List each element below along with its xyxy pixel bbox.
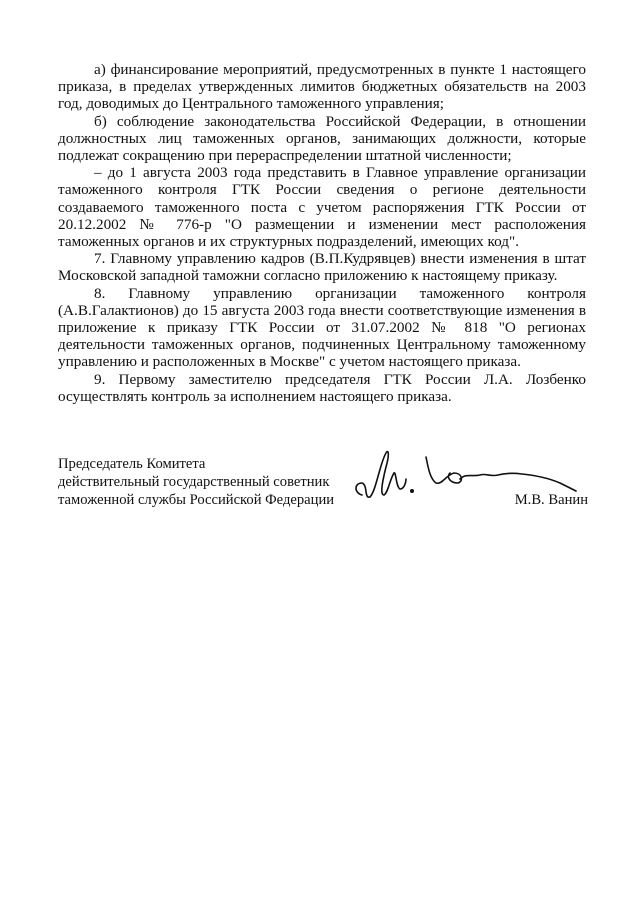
signatory-title-line: Председатель Комитета xyxy=(58,456,206,472)
paragraph-a: а) финансирование мероприятий, предусмотренных в пункте 1 настоящего приказа, в пределах утвержденных лимитов бюджетных обязательств на 2003 год, доводимых до Центрального таможенного управления; xyxy=(58,61,586,113)
paragraph-7: 7. Главному управлению кадров (В.П.Кудрявцев) внести изменения в штат Московской западной таможни согласно приложению к настоящему приказу. xyxy=(58,250,586,285)
paragraph-b: б) соблюдение законодательства Российской Федерации, в отношении должностных лиц таможенных органов, занимающих должности, которые подлежат сокращению при перераспределении штатной численности; xyxy=(58,112,586,165)
paragraph-dash: – до 1 августа 2003 года представить в Главное управление организации таможенного контроля ГТК России сведения о регионе деятельности создаваемого таможенного поста с учетом распоряжения ГТК России от 20.12.2002 № 776-р "О размещении и изменении мест расположения таможенных органов и их структурных подразделений, имеющих код". xyxy=(58,164,586,251)
signatory-title-line: действительный государственный советник xyxy=(58,474,330,490)
signatory-name: М.В. Ванин xyxy=(514,492,588,508)
signatory-title xyxy=(58,455,334,509)
paragraph-8: 8. Главному управлению организации таможенного контроля (А.В.Галактионов) до 15 августа 2003 года внести соответствующие изменения в приложение к приказу ГТК России от 31.07.2002 № 818 "О регионах деятельности таможенных органов, подчиненных Центральному таможенному управлению и расположенных в Москве" с учетом настоящего приказа. xyxy=(58,284,586,371)
signature-block xyxy=(58,455,588,515)
paragraph-9: 9. Первому заместителю председателя ГТК России Л.А. Лозбенко осуществлять контроль за исполнением настоящего приказа. xyxy=(58,370,586,405)
signatory-title-line: таможенной службы Российской Федерации xyxy=(58,492,335,508)
document-body xyxy=(58,61,586,405)
